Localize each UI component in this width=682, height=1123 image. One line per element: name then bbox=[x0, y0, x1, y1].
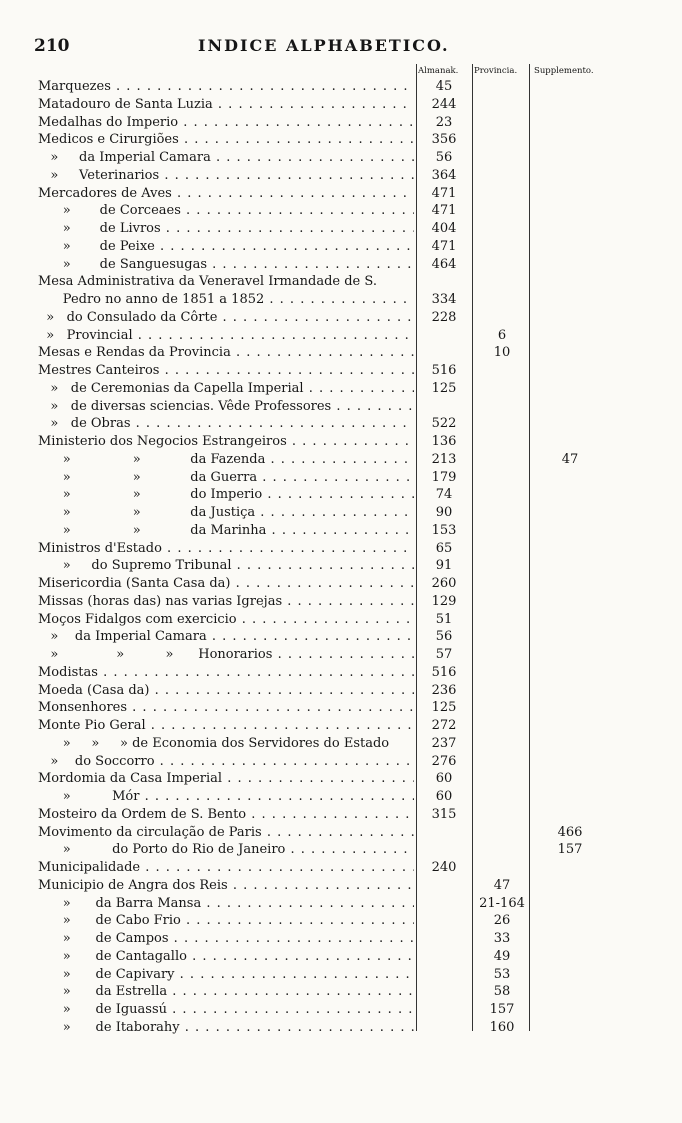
entry-label: » de Campos . . . bbox=[38, 930, 414, 948]
column-header-supplemento: Supplemento. bbox=[534, 66, 594, 76]
almanak-page: 125 bbox=[431, 700, 457, 716]
entry-label: Municipalidade . . . bbox=[38, 859, 414, 877]
index-entry bbox=[38, 895, 638, 913]
entry-label: Medalhas do Imperio . . . bbox=[38, 114, 414, 132]
provincia-page: 33 bbox=[493, 931, 511, 946]
entry-label: » de Cantagallo . . . bbox=[38, 948, 414, 966]
entry-label: Pedro no anno de 1851 a 1852 . . . bbox=[38, 291, 414, 309]
almanak-page: 60 bbox=[435, 771, 453, 787]
index-entry bbox=[38, 948, 638, 966]
index-entry bbox=[38, 930, 638, 948]
entry-label: Missas (horas das) nas varias Igrejas . . . bbox=[38, 593, 414, 611]
almanak-page: 471 bbox=[431, 203, 457, 219]
entry-label: » de diversas sciencias. Vêde Professores . . . bbox=[38, 398, 414, 416]
index-entry bbox=[38, 256, 638, 274]
index-entry bbox=[38, 557, 638, 575]
provincia-page: 47 bbox=[493, 877, 511, 893]
column-header-provincia: Provincia. bbox=[474, 66, 518, 76]
almanak-page: 464 bbox=[431, 256, 457, 272]
index-entry bbox=[38, 486, 638, 504]
index-entry bbox=[38, 859, 638, 877]
index-entry bbox=[38, 877, 638, 895]
provincia-page: 21-164 bbox=[479, 895, 525, 911]
supplemento-page: 157 bbox=[557, 842, 583, 858]
entry-label: » de Cabo Frio . . . bbox=[38, 912, 414, 930]
entry-label: » Mór . . . bbox=[38, 788, 414, 806]
index-entry bbox=[38, 966, 638, 984]
entry-label: » da Estrella . . . bbox=[38, 983, 414, 1001]
index-entries bbox=[38, 78, 638, 1037]
entry-label: Mordomia da Casa Imperial . . . bbox=[38, 770, 414, 788]
entry-label: » » da Guerra . . . bbox=[38, 469, 414, 487]
entry-label: Modistas . . . bbox=[38, 664, 414, 682]
index-entry bbox=[38, 185, 638, 203]
entry-label: » » » Honorarios . . . bbox=[38, 646, 414, 664]
almanak-page: 136 bbox=[431, 434, 457, 449]
almanak-page: 272 bbox=[431, 718, 457, 733]
entry-label: Marquezes . . . bbox=[38, 78, 414, 96]
index-entry bbox=[38, 309, 638, 327]
almanak-page: 244 bbox=[431, 96, 457, 112]
almanak-page: 56 bbox=[435, 629, 453, 645]
entry-label: Mesa Administrativa da Veneravel Irmandade de S. bbox=[38, 274, 377, 290]
index-entry bbox=[38, 540, 638, 558]
almanak-page: 153 bbox=[431, 522, 457, 538]
entry-label: » Provincial . . . bbox=[38, 327, 414, 345]
almanak-page: 364 bbox=[431, 167, 457, 183]
index-entry bbox=[38, 1019, 638, 1037]
index-entry bbox=[38, 824, 638, 842]
index-entry bbox=[38, 912, 638, 930]
entry-label: Ministros d'Estado . . . bbox=[38, 540, 414, 558]
index-entry bbox=[38, 96, 638, 114]
entry-label: Monte Pio Geral . . . bbox=[38, 717, 414, 735]
index-entry bbox=[38, 699, 638, 717]
index-entry bbox=[38, 273, 638, 291]
almanak-page: 236 bbox=[431, 682, 457, 698]
provincia-page: 160 bbox=[489, 1019, 515, 1035]
column-header-almanak: Almanak. bbox=[418, 66, 459, 76]
index-entry bbox=[38, 167, 638, 185]
entry-label: » do Porto do Rio de Janeiro . . . bbox=[38, 841, 414, 859]
entry-label: » de Sanguesugas . . . bbox=[38, 256, 414, 274]
index-entry bbox=[38, 682, 638, 700]
provincia-page: 53 bbox=[493, 966, 511, 982]
almanak-page: 516 bbox=[431, 664, 457, 680]
almanak-page: 240 bbox=[431, 860, 457, 875]
entry-label: » » da Justiça . . . bbox=[38, 504, 414, 522]
entry-label: Matadouro de Santa Luzia . . . bbox=[38, 96, 414, 114]
page-number: 210 bbox=[34, 36, 70, 56]
entry-label: » do Soccorro . . . bbox=[38, 753, 414, 771]
index-entry bbox=[38, 362, 638, 380]
index-entry bbox=[38, 664, 638, 682]
index-entry bbox=[38, 575, 638, 593]
index-entry bbox=[38, 344, 638, 362]
almanak-page: 356 bbox=[431, 132, 457, 148]
supplemento-page: 47 bbox=[561, 451, 579, 467]
index-entry bbox=[38, 451, 638, 469]
index-entry bbox=[38, 1001, 638, 1019]
entry-label: » da Imperial Camara . . . bbox=[38, 149, 414, 167]
entry-label: » Veterinarios . . . bbox=[38, 167, 414, 185]
index-entry bbox=[38, 433, 638, 451]
provincia-page: 58 bbox=[493, 984, 511, 1000]
entry-label: Mesas e Rendas da Provincia . . . bbox=[38, 344, 414, 362]
entry-label: » » da Fazenda . . . bbox=[38, 451, 414, 469]
entry-label: » da Barra Mansa . . . bbox=[38, 895, 414, 913]
almanak-page: 129 bbox=[431, 593, 457, 609]
index-entry bbox=[38, 114, 638, 132]
almanak-page: 51 bbox=[435, 611, 453, 627]
index-entry bbox=[38, 291, 638, 309]
almanak-page: 125 bbox=[431, 380, 457, 396]
index-entry bbox=[38, 380, 638, 398]
entry-label: » » do Imperio . . . bbox=[38, 486, 414, 504]
provincia-page: 157 bbox=[489, 1002, 515, 1017]
almanak-page: 213 bbox=[431, 451, 457, 467]
provincia-page: 49 bbox=[493, 948, 511, 964]
entry-label: » de Iguassú . . . bbox=[38, 1001, 414, 1019]
almanak-page: 60 bbox=[435, 789, 453, 804]
index-entry bbox=[38, 149, 638, 167]
index-entry bbox=[38, 78, 638, 96]
page-title: INDICE ALPHABETICO. bbox=[198, 36, 450, 55]
entry-label: Mosteiro da Ordem de S. Bento . . . bbox=[38, 806, 414, 824]
index-entry bbox=[38, 735, 638, 753]
entry-label: » de Capivary . . . bbox=[38, 966, 414, 984]
index-entry bbox=[38, 469, 638, 487]
entry-label: » de Corceaes . . . bbox=[38, 202, 414, 220]
almanak-page: 522 bbox=[431, 416, 457, 432]
almanak-page: 315 bbox=[431, 806, 457, 822]
index-entry bbox=[38, 611, 638, 629]
almanak-page: 471 bbox=[431, 238, 457, 254]
almanak-page: 23 bbox=[435, 114, 453, 130]
almanak-page: 57 bbox=[435, 647, 453, 662]
almanak-page: 260 bbox=[431, 576, 457, 591]
entry-label: Mestres Canteiros . . . bbox=[38, 362, 414, 380]
index-entry bbox=[38, 504, 638, 522]
entry-label: Movimento da circulação de Paris . . . bbox=[38, 824, 414, 842]
index-entry bbox=[38, 841, 638, 859]
entry-label: Moeda (Casa da) . . . bbox=[38, 682, 414, 700]
entry-label: » de Livros . . . bbox=[38, 220, 414, 238]
provincia-page: 10 bbox=[493, 345, 511, 361]
almanak-page: 74 bbox=[435, 487, 453, 503]
index-entry bbox=[38, 983, 638, 1001]
supplemento-page: 466 bbox=[557, 824, 583, 840]
entry-label: » de Obras . . . bbox=[38, 415, 414, 433]
almanak-page: 65 bbox=[435, 540, 453, 556]
entry-label: » » » de Economia dos Servidores do Estado bbox=[38, 735, 390, 751]
index-entry bbox=[38, 646, 638, 664]
index-entry bbox=[38, 220, 638, 238]
almanak-page: 276 bbox=[431, 753, 457, 769]
provincia-page: 6 bbox=[497, 327, 507, 343]
almanak-page: 45 bbox=[435, 79, 453, 94]
almanak-page: 334 bbox=[431, 292, 457, 307]
provincia-page: 26 bbox=[493, 913, 511, 929]
entry-label: Monsenhores . . . bbox=[38, 699, 414, 717]
almanak-page: 237 bbox=[431, 735, 457, 751]
entry-label: » do Supremo Tribunal . . . bbox=[38, 557, 414, 575]
index-entry bbox=[38, 131, 638, 149]
entry-label: » » da Marinha . . . bbox=[38, 522, 414, 540]
index-entry bbox=[38, 398, 638, 416]
almanak-page: 228 bbox=[431, 309, 457, 325]
entry-label: Mercadores de Aves . . . bbox=[38, 185, 414, 203]
entry-label: Misericordia (Santa Casa da) . . . bbox=[38, 575, 414, 593]
almanak-page: 90 bbox=[435, 505, 453, 520]
entry-label: » de Ceremonias da Capella Imperial . . . bbox=[38, 380, 414, 398]
entry-label: » de Itaborahy . . . bbox=[38, 1019, 414, 1037]
index-entry bbox=[38, 593, 638, 611]
index-entry bbox=[38, 628, 638, 646]
index-entry bbox=[38, 415, 638, 433]
index-entry bbox=[38, 753, 638, 771]
entry-label: Medicos e Cirurgiões . . . bbox=[38, 131, 414, 149]
entry-label: » da Imperial Camara . . . bbox=[38, 628, 414, 646]
index-entry bbox=[38, 202, 638, 220]
almanak-page: 91 bbox=[435, 558, 453, 574]
almanak-page: 471 bbox=[431, 185, 457, 201]
entry-label: » do Consulado da Côrte . . . bbox=[38, 309, 414, 327]
almanak-page: 516 bbox=[431, 363, 457, 378]
index-entry bbox=[38, 327, 638, 345]
entry-label: Moços Fidalgos com exercicio . . . bbox=[38, 611, 414, 629]
entry-label: Municipio de Angra dos Reis . . . bbox=[38, 877, 414, 895]
almanak-page: 404 bbox=[431, 221, 457, 236]
almanak-page: 179 bbox=[431, 469, 457, 485]
index-entry bbox=[38, 522, 638, 540]
index-entry bbox=[38, 770, 638, 788]
entry-label: » de Peixe . . . bbox=[38, 238, 414, 256]
index-entry bbox=[38, 788, 638, 806]
almanak-page: 56 bbox=[435, 150, 453, 165]
index-entry bbox=[38, 806, 638, 824]
entry-label: Ministerio dos Negocios Estrangeiros . . . bbox=[38, 433, 414, 451]
index-entry bbox=[38, 717, 638, 735]
index-entry bbox=[38, 238, 638, 256]
